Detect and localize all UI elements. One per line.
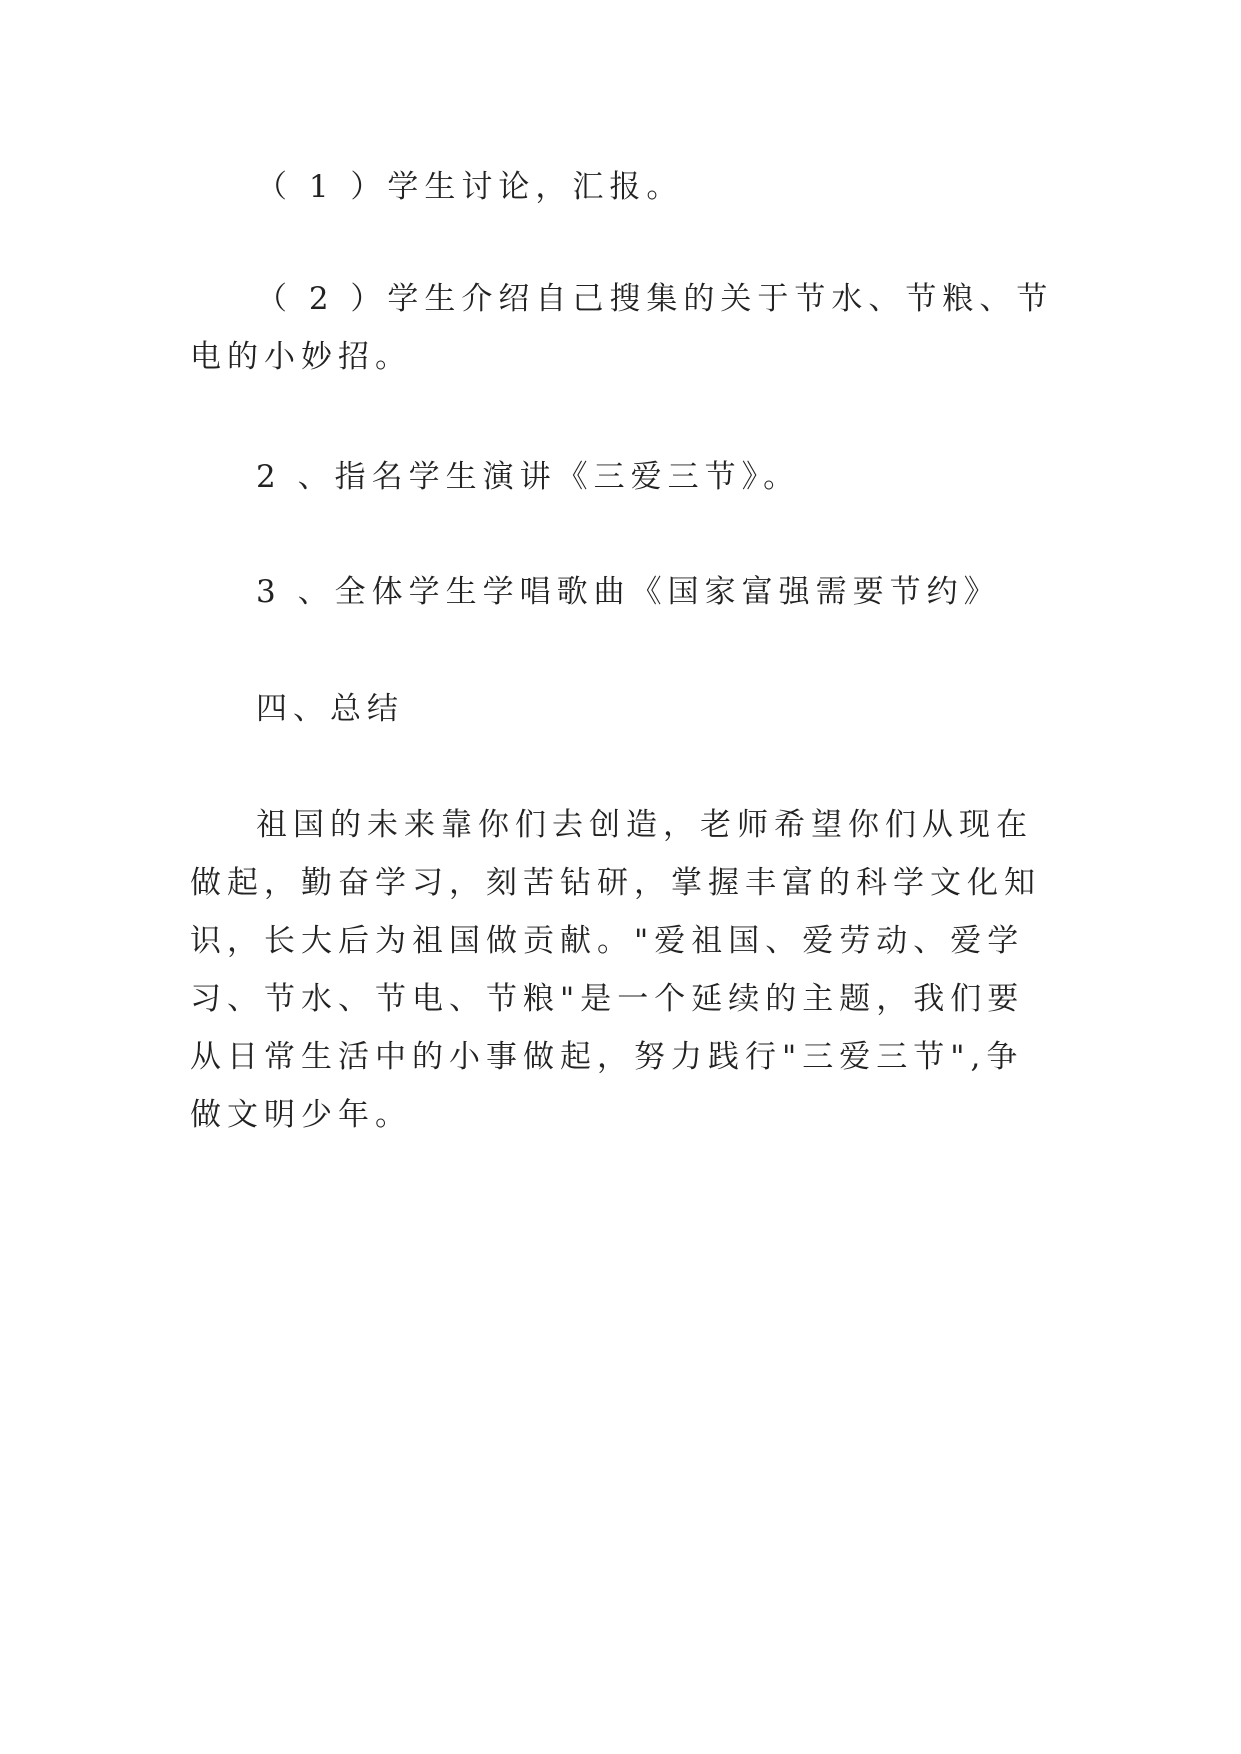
paragraph-song: 3 、全体学生学唱歌曲《国家富强需要节约》 bbox=[256, 574, 1001, 610]
paragraph-conclusion: 祖国的未来靠你们去创造，老师希望你们从现在做起，勤奋学习，刻苦钻研，掌握丰富的科学文化知识，长大后为祖国做贡献。"爱祖国、爱劳动、爱学习、节水、节电、节粮"是一个延续的主题，我们要从日常生活中的小事做起，努力践行"三爱三节",争做文明少年。 bbox=[190, 807, 1041, 1133]
paragraph-saving-tips: （ 2 ）学生介绍自己搜集的关于节水、节粮、节电的小妙招。 bbox=[190, 281, 1054, 375]
section-heading-summary: 四、总结 bbox=[256, 691, 404, 727]
paragraph-student-discussion: （ 1 ）学生讨论，汇报。 bbox=[256, 169, 684, 205]
paragraph-speech: 2 、指名学生演讲《三爱三节》。 bbox=[256, 459, 801, 495]
